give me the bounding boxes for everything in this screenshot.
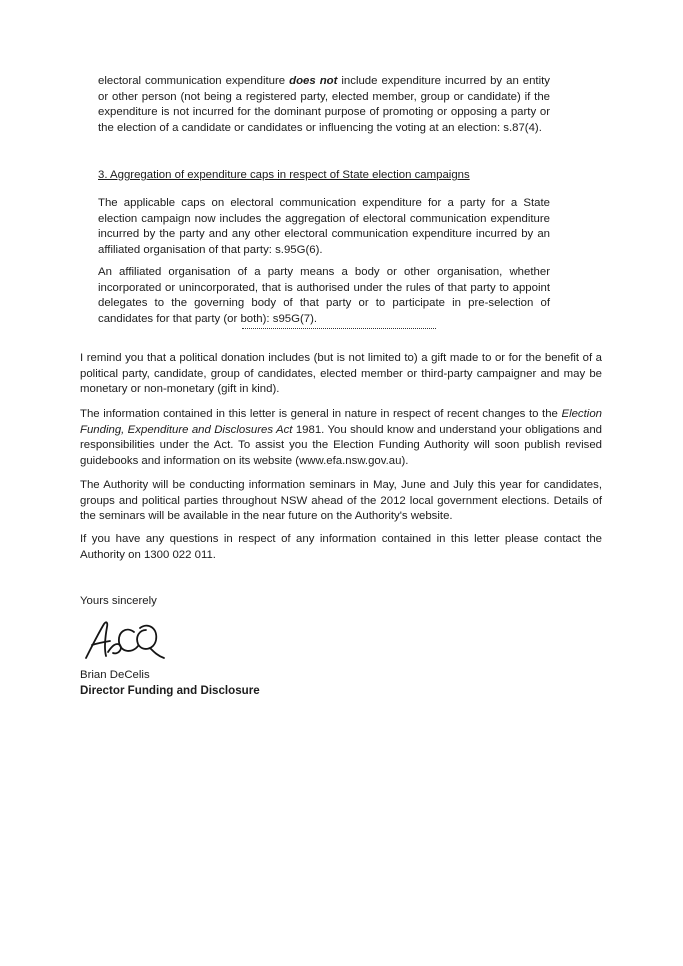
p5-post: 1981. You should know and understand your obligations and responsibilities under the Act. To assist you the Election Funding Authority will soon publish revised guidebooks and information on its website (www.efa.nsw.gov.au). <box>80 423 602 467</box>
section-heading: 3. Aggregation of expenditure caps in respect of State election campaigns <box>98 169 470 181</box>
p1-post: include expenditure incurred by an entity or other person (not being a registered party, elected member, group or candidate) if the expenditure is not incurred for the dominant purpose of promoting or opposing a party or the election of a candidate or candidates or influencing the voting at an election: s.87(4). <box>98 75 550 134</box>
seminars-paragraph: The Authority will be conducting information seminars in May, June and July this year for candidates, groups and political parties throughout NSW ahead of the 2012 local government elections. Details of the seminars will be available in the near future on the Authority's website. <box>80 479 602 523</box>
handwritten-signature <box>82 612 172 664</box>
affiliated-organisation-paragraph: An affiliated organisation of a party means a body or other organisation, whether incorporated or unincorporated, that is authorised under the rules of that party to appoint delegates to the governing body of that party or to participate in pre-selection of candidates for that party (or both): s95G(7). <box>98 266 550 325</box>
expenditure-exclusion-paragraph <box>98 74 550 136</box>
dotted-divider <box>242 328 436 329</box>
signer-title: Director Funding and Disclosure <box>80 684 260 697</box>
political-donation-paragraph: I remind you that a political donation includes (but is not limited to) a gift made to or for the benefit of a political party, candidate, group of candidates, elected member or third-party campaigner and may be monetary or non-monetary (gift in kind). <box>80 352 602 396</box>
contact-paragraph: If you have any questions in respect of any information contained in this letter please contact the Authority on 1300 022 011. <box>80 533 602 561</box>
p5-pre: The information contained in this letter is general in nature in respect of recent changes to the <box>80 408 562 420</box>
p1-pre: electoral communication expenditure <box>98 75 290 87</box>
signer-name: Brian DeCelis <box>80 669 150 681</box>
p1-emphasis: does not <box>289 75 338 87</box>
caps-aggregation-paragraph: The applicable caps on electoral communication expenditure for a party for a State election campaign now includes the aggregation of electoral communication expenditure incurred by the party and any other electoral communication expenditure incurred by an affiliated organisation of that party: s.95G(6). <box>98 197 550 256</box>
act-name: Election Funding, Expenditure and Disclosures Act <box>80 408 602 436</box>
closing-salutation: Yours sincerely <box>80 595 157 607</box>
general-information-paragraph <box>80 407 602 469</box>
